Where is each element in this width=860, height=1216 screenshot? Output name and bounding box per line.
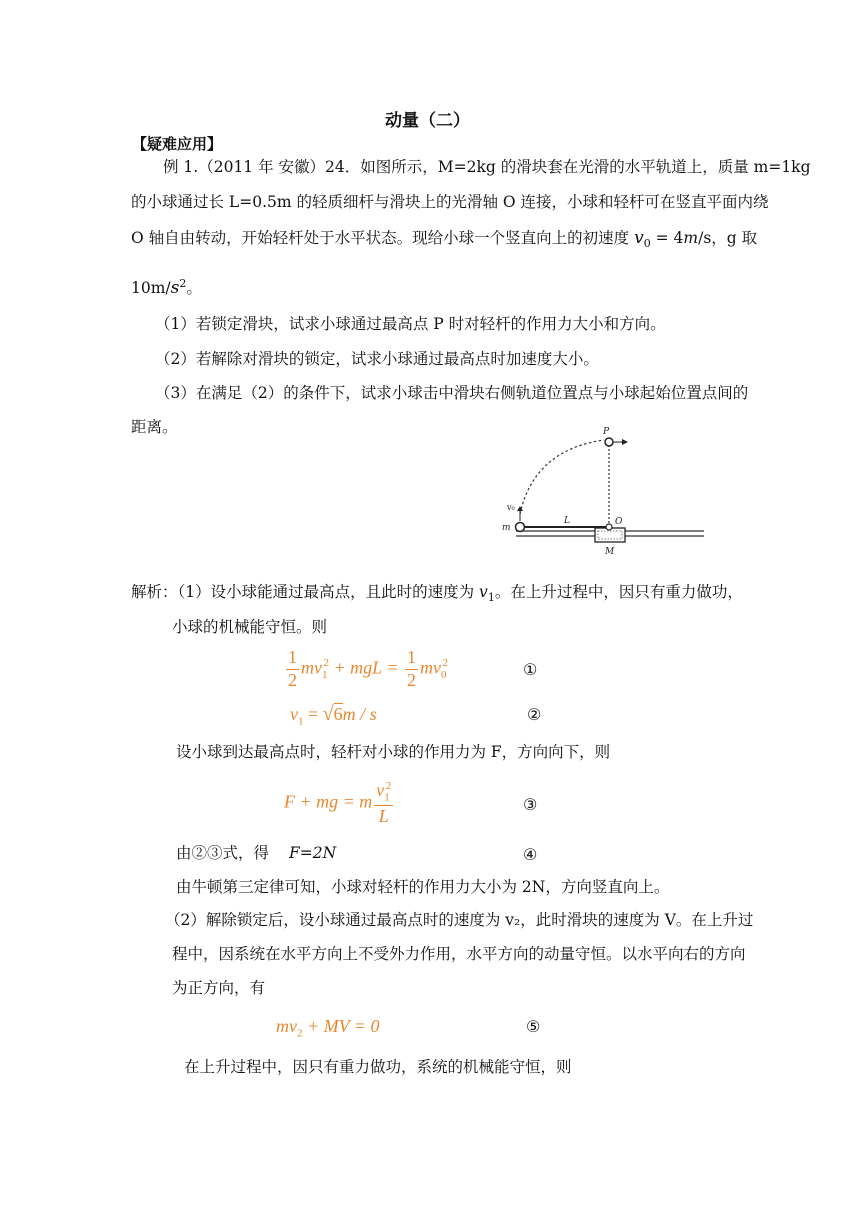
- eq1-frac2-num: 1: [405, 648, 418, 670]
- eq1-rhs: mv: [419, 657, 441, 678]
- part2-line-3: 为正方向，有: [172, 979, 266, 997]
- force-assumption: 设小球到达最高点时，轻杆对小球的作用力为 F，方向向下，则: [176, 743, 611, 761]
- equation-4-tag: ④: [523, 845, 538, 864]
- eq1-lhs: mv: [301, 657, 322, 678]
- g-unit-sup: 2: [179, 277, 187, 290]
- eq2-unit: m / s: [342, 704, 377, 724]
- eq1-frac2-den: 2: [406, 669, 416, 690]
- question-1: （1）若锁定滑块，试求小球通过最高点 P 时对轻杆的作用力大小和方向。: [155, 315, 666, 333]
- figure-label-M: M: [605, 547, 615, 557]
- solution-intro-text: 解析：（1）设小球能通过最高点，且此时的速度为: [131, 583, 480, 601]
- section-header: 【疑难应用】: [132, 135, 223, 153]
- physics-figure: [494, 422, 706, 562]
- eq1-rhs-sub: 0: [440, 669, 447, 682]
- eq4-value: F=2N: [289, 844, 337, 862]
- v0-equals: = 4: [650, 229, 684, 247]
- equation-5: [276, 1016, 379, 1040]
- eq1-lhs-sup: 2: [323, 657, 329, 670]
- figure-label-O: O: [615, 517, 623, 527]
- problem-line-1: 例 1.（2011 年 安徽）24．如图所示，M=2kg 的滑块套在光滑的水平轨道上，质量 m=1kg: [163, 158, 811, 176]
- problem-line-3-text: O 轴自由转动，开始轻杆处于水平状态。现给小球一个竖直向上的初速度: [131, 229, 635, 247]
- equation-2: $v_1 = √6m / s$: [290, 703, 377, 728]
- eq3-frac-den: L: [378, 805, 389, 826]
- energy-conservation-line: 在上升过程中，因只有重力做功，系统的机械能守恒，则: [184, 1058, 572, 1076]
- v1-symbol: v: [479, 583, 488, 601]
- figure-label-v0: v₀: [507, 503, 515, 512]
- question-3-line-2: 距离。: [131, 418, 178, 436]
- v0-subscript: 0: [643, 237, 651, 251]
- eq3-frac-num: [374, 780, 393, 806]
- eq1-frac-num: 1: [286, 648, 299, 670]
- equation-3-tag: ③: [523, 795, 538, 814]
- eq1-rhs-sup: 2: [442, 657, 448, 670]
- eq2-lhs-sub: 1: [298, 715, 304, 728]
- question-3-line-1: （3）在满足（2）的条件下，试求小球击中滑块右侧轨道位置点与小球起始位置点间的: [155, 384, 749, 402]
- eq2-lhs: v: [290, 704, 298, 724]
- page-title: 动量（二）: [385, 111, 470, 131]
- eq2-equals: =: [303, 704, 323, 724]
- figure-label-P: P: [603, 427, 610, 437]
- eq2-root: 6: [333, 704, 343, 724]
- problem-line-3: [131, 230, 757, 249]
- newton-third-law: 由牛顿第三定律可知，小球对轻杆的作用力大小为 2N，方向竖直向上。: [176, 878, 670, 896]
- solution-intro-tail: 。在上升过程中，因只有重力做功，: [494, 583, 743, 601]
- part2-line-2: 程中，因系统在水平方向上不受外力作用，水平方向的动量守恒。以水平向右的方向: [172, 945, 746, 963]
- equation-2-tag: ②: [527, 705, 542, 724]
- problem-line-2: 的小球通过长 L=0.5m 的轻质细杆与滑块上的光滑轴 O 连接，小球和轻杆可在竖直平面内绕: [131, 193, 769, 211]
- equation-5-tag: ⑤: [526, 1017, 541, 1036]
- eq1-lhs-sub: 1: [322, 669, 328, 682]
- eq5-sub: 2: [297, 1027, 303, 1040]
- eq1-frac-den: 2: [288, 669, 297, 690]
- v1-subscript: 1: [487, 591, 495, 605]
- eq5-text2: + MV = 0: [302, 1016, 380, 1036]
- problem-line-4: [131, 278, 202, 297]
- question-2: （2）若解除对滑块的锁定，试求小球通过最高点时加速度大小。: [155, 350, 599, 368]
- eq3-num-sub: 1: [384, 791, 390, 804]
- solution-intro-line-2: 小球的机械能守恒。则: [172, 618, 328, 636]
- eq4-text: 由②③式，得: [176, 844, 270, 862]
- solution-intro: [131, 585, 743, 603]
- eq5-text1: mv: [276, 1016, 297, 1036]
- eq3-num-sup: 2: [385, 780, 392, 792]
- equation-1: [284, 648, 448, 691]
- v0-symbol: v: [634, 228, 644, 248]
- figure-label-m: m: [502, 523, 511, 533]
- eq3-lhs: F + mg = m: [284, 791, 373, 812]
- g-unit-s: s: [170, 278, 180, 299]
- eq3-num-v: v: [376, 780, 385, 800]
- equation-1-tag: ①: [523, 660, 538, 679]
- eq1-middle: + mgL =: [329, 657, 403, 678]
- problem-line-3-tail: /s，g 取: [698, 229, 758, 247]
- figure-label-L: L: [564, 516, 570, 526]
- equation-3: [284, 780, 395, 826]
- problem-line-4-tail: 。: [186, 279, 202, 298]
- v0-unit-m: m: [683, 229, 699, 247]
- part2-line-1: （2）解除锁定后，设小球通过最高点时的速度为 v₂，此时滑块的速度为 V。在上升过: [165, 911, 754, 929]
- g-value: 10m/: [131, 279, 171, 298]
